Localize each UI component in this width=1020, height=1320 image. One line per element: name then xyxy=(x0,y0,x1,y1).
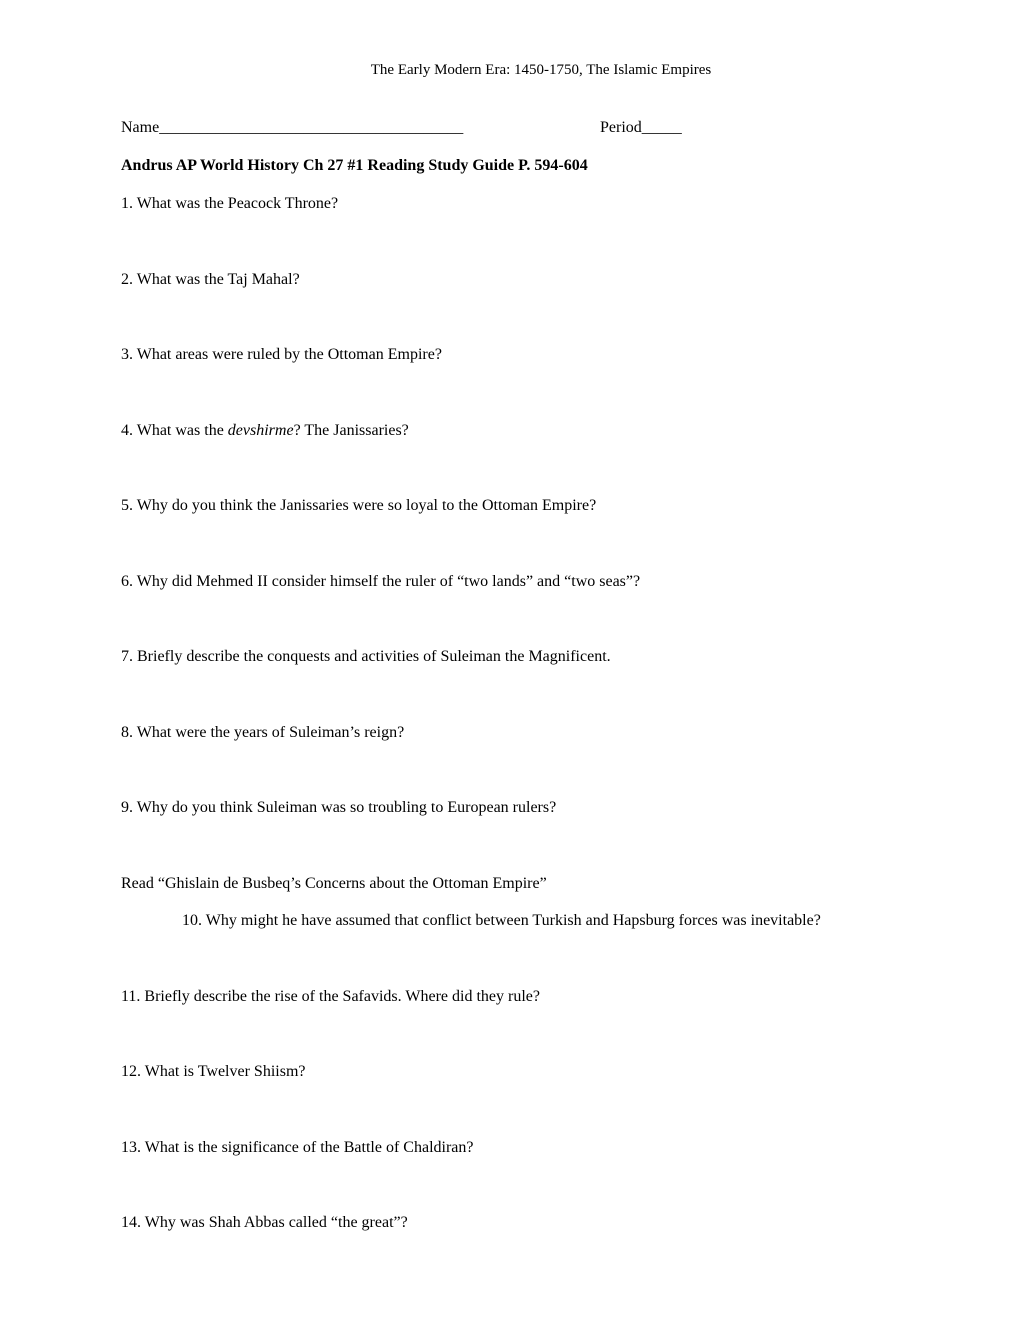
page-header: The Early Modern Era: 1450-1750, The Islamic Empires xyxy=(370,62,712,78)
question-4 xyxy=(121,422,409,440)
question-7: 7. Briefly describe the conquests and activities of Suleiman the Magnificent. xyxy=(121,648,611,665)
name-period-row xyxy=(121,119,682,137)
question-4-term: devshirme xyxy=(227,422,294,439)
question-6: 6. Why did Mehmed II consider himself the ruler of “two lands” and “two seas”? xyxy=(121,573,641,590)
question-2: 2. What was the Taj Mahal? xyxy=(121,271,300,288)
question-8: 8. What were the years of Suleiman’s reign? xyxy=(121,724,405,741)
question-5: 5. Why do you think the Janissaries were so loyal to the Ottoman Empire? xyxy=(121,497,597,514)
reading-assignment: Read “Ghislain de Busbeq’s Concerns about the Ottoman Empire” xyxy=(121,875,547,892)
study-guide-title: Andrus AP World History Ch 27 #1 Reading Study Guide P. 594-604 xyxy=(121,157,588,174)
question-4-text-end: ? The Janissaries? xyxy=(293,422,409,439)
question-14: 14. Why was Shah Abbas called “the great”? xyxy=(121,1214,408,1231)
question-10: 10. Why might he have assumed that conflict between Turkish and Hapsburg forces was inevitable? xyxy=(182,912,821,929)
question-4-text-start: 4. What was the xyxy=(121,422,228,439)
question-13: 13. What is the significance of the Battle of Chaldiran? xyxy=(121,1139,474,1156)
question-1: 1. What was the Peacock Throne? xyxy=(121,195,339,212)
question-11: 11. Briefly describe the rise of the Safavids. Where did they rule? xyxy=(121,988,540,1005)
question-9: 9. Why do you think Suleiman was so troubling to European rulers? xyxy=(121,799,557,816)
period-field-label: Period_____ xyxy=(600,119,682,136)
name-field-label: Name______________________________________ xyxy=(121,119,464,136)
question-12: 12. What is Twelver Shiism? xyxy=(121,1063,306,1080)
question-3: 3. What areas were ruled by the Ottoman Empire? xyxy=(121,346,442,363)
